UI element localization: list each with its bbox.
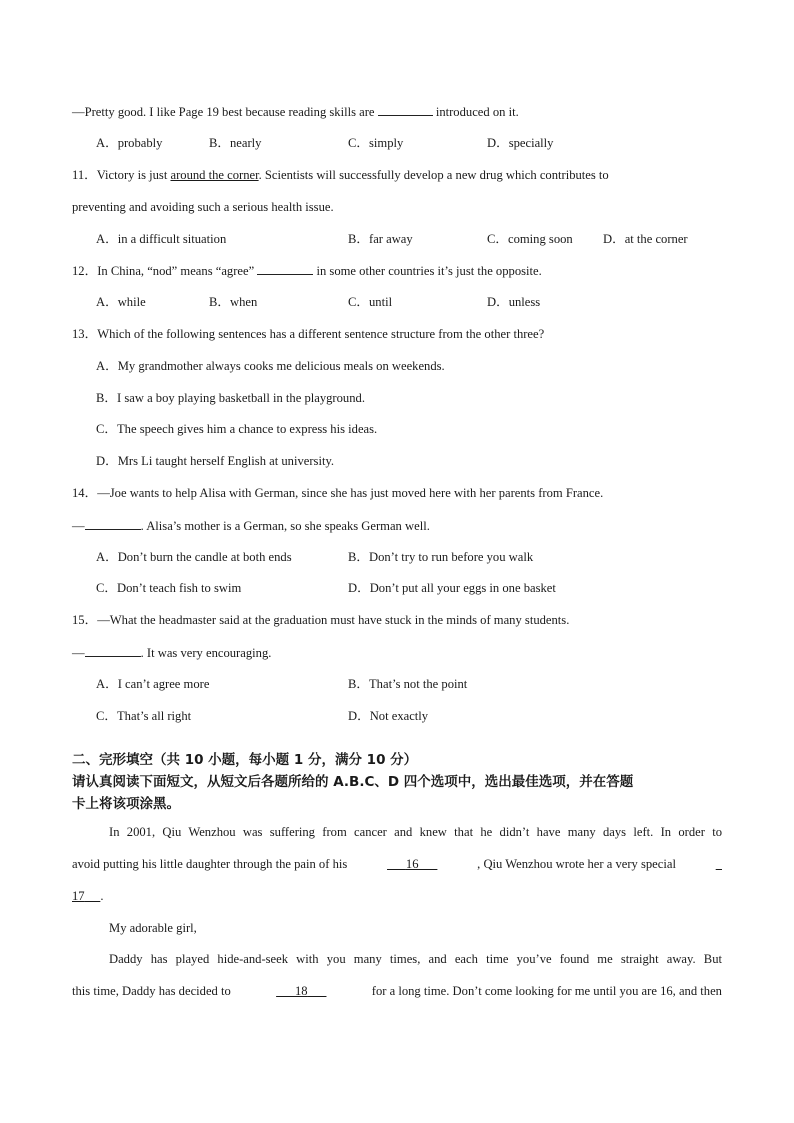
q12-option-a[interactable]: A．while xyxy=(96,295,146,309)
q11-option-a[interactable]: A．in a difficult situation xyxy=(96,232,227,246)
q14-option-c[interactable]: C．Don’t teach fish to swim xyxy=(96,581,242,595)
passage-p1-line1: In 2001, Qiu Wenzhou was suffering from cancer and knew that he didn’t have many days left. In order to xyxy=(109,825,722,839)
q15-option-a[interactable]: A．I can’t agree more xyxy=(96,677,210,691)
q14-dash: — xyxy=(72,519,85,533)
passage-p2-line1: Daddy has played hide-and-seek with you many times, and each time you’ve found me straight away. But xyxy=(109,952,722,966)
q15-option-d[interactable]: D．Not exactly xyxy=(348,709,429,723)
passage-p1-end: . xyxy=(100,889,104,903)
q15-dash: — xyxy=(72,646,85,660)
q11-text-pre: 11．Victory is just xyxy=(72,168,171,182)
q11-line1 xyxy=(72,167,609,183)
q11-option-c[interactable]: C．coming soon xyxy=(487,232,573,246)
blank-18-number: 18 xyxy=(294,984,308,998)
q13-option-a[interactable]: A．My grandmother always cooks me delicious meals on weekends. xyxy=(96,359,445,373)
section2-instruction-line1: 请认真阅读下面短文，从短文后各题所给的 A.B.C、D 四个选项中，选出最佳选项，并在答题 xyxy=(72,774,634,790)
q13-option-d[interactable]: D．Mrs Li taught herself English at university. xyxy=(96,454,335,468)
q15-option-b[interactable]: B．That’s not the point xyxy=(348,677,468,691)
passage-p1-line3 xyxy=(72,888,104,904)
q11-underlined-phrase: around the corner xyxy=(170,168,259,182)
q12-option-c[interactable]: C．until xyxy=(348,295,393,309)
q15-text-post: . It was very encouraging. xyxy=(140,646,272,660)
q11-line2: preventing and avoiding such a serious health issue. xyxy=(72,200,334,214)
q15-line1: 15．—What the headmaster said at the graduation must have stuck in the minds of many students. xyxy=(72,613,570,627)
q10-text-post: introduced on it. xyxy=(432,105,519,119)
blank-18[interactable] xyxy=(276,983,326,999)
passage-p2-line2-pre: this time, Daddy has decided to xyxy=(72,984,231,998)
section2-instruction-line2: 卡上将该项涂黑。 xyxy=(72,796,180,812)
blank-17[interactable] xyxy=(72,889,100,903)
q15-line2 xyxy=(72,644,271,661)
q14-option-a[interactable]: A．Don’t burn the candle at both ends xyxy=(96,550,292,564)
section2-heading: 二、完形填空（共 10 小题，每小题 1 分，满分 10 分） xyxy=(72,752,418,768)
q13-option-b[interactable]: B．I saw a boy playing basketball in the playground. xyxy=(96,391,365,405)
q13-line: 13．Which of the following sentences has a different sentence structure from the other three? xyxy=(72,327,545,341)
q12-line xyxy=(72,262,542,279)
passage-p1-line2-post: , Qiu Wenzhou wrote her a very special xyxy=(477,857,676,871)
blank-17-start[interactable] xyxy=(716,856,722,872)
q12-option-d[interactable]: D．unless xyxy=(487,295,541,309)
q12-text-pre: 12．In China, “nod” means “agree” xyxy=(72,264,258,278)
blank-17-number: 17 xyxy=(72,889,85,903)
q13-option-c[interactable]: C．The speech gives him a chance to express his ideas. xyxy=(96,422,378,436)
q11-option-d[interactable]: D．at the corner xyxy=(603,232,688,246)
q14-option-d[interactable]: D．Don’t put all your eggs in one basket xyxy=(348,581,556,595)
q14-line2 xyxy=(72,517,430,534)
q10-option-a[interactable]: A．probably xyxy=(96,136,163,150)
letter-salutation: My adorable girl, xyxy=(109,921,197,935)
q15-option-c[interactable]: C．That’s all right xyxy=(96,709,192,723)
blank-16-number: 16 xyxy=(405,857,419,871)
q10-blank[interactable] xyxy=(378,103,433,116)
blank-16[interactable] xyxy=(387,856,437,872)
q10-option-b[interactable]: B．nearly xyxy=(209,136,262,150)
q12-blank[interactable] xyxy=(257,262,313,275)
passage-p2-line2 xyxy=(72,983,722,999)
q14-text-post: . Alisa’s mother is a German, so she speaks German well. xyxy=(140,519,430,533)
q14-blank[interactable] xyxy=(85,517,141,530)
q12-option-b[interactable]: B．when xyxy=(209,295,258,309)
q10-line xyxy=(72,103,519,120)
q12-text-post: in some other countries it’s just the opposite. xyxy=(313,264,542,278)
q15-blank[interactable] xyxy=(85,644,141,657)
q10-option-d[interactable]: D．specially xyxy=(487,136,554,150)
q10-text-pre: —Pretty good. I like Page 19 best because reading skills are xyxy=(72,105,378,119)
q11-text-post: . Scientists will successfully develop a new drug which contributes to xyxy=(258,168,609,182)
passage-p1-line2-pre: avoid putting his little daughter through the pain of his xyxy=(72,857,348,871)
q11-option-b[interactable]: B．far away xyxy=(348,232,413,246)
q10-option-c[interactable]: C．simply xyxy=(348,136,404,150)
passage-p2-line2-post: for a long time. Don’t come looking for me until you are 16, and then xyxy=(371,984,722,998)
passage-p1-line2 xyxy=(72,856,722,872)
q14-line1: 14．—Joe wants to help Alisa with German, since she has just moved here with her parents from France. xyxy=(72,486,604,500)
q14-option-b[interactable]: B．Don’t try to run before you walk xyxy=(348,550,534,564)
